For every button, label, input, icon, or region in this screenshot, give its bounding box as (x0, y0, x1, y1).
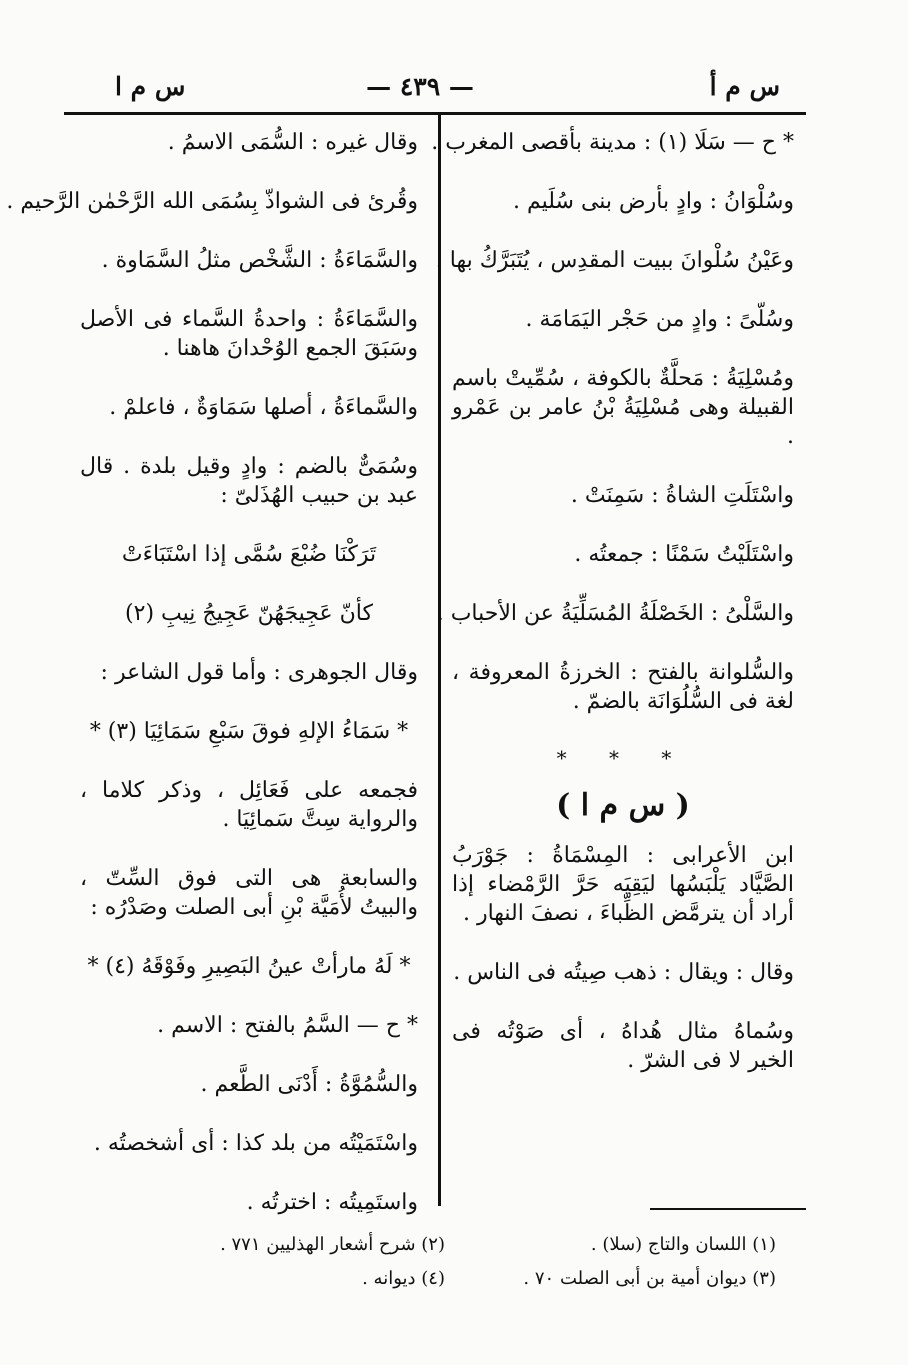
entry-line: والسابعة هى التى فوق السِّتّ ، والبيتُ لأُمَيَّة بْنِ أبى الصلت وصَدْرُه : (80, 866, 418, 920)
column-divider (438, 114, 441, 1206)
page-number: — ٤٣٩ — (366, 72, 474, 101)
section-separator: * * * (556, 746, 690, 770)
entry-line: * ح — السَّمُ بالفتح : الاسم . (157, 1013, 418, 1038)
header-root-right: س م أ (709, 72, 780, 101)
entry-line: وسُلْوَانُ : وادٍ بأرض بنى سُلَيم . (512, 189, 794, 214)
entry-line: والسَّمَاءَةُ : واحدةُ السَّماء فى الأصل وسَبَقَ الجمع الوُحْدانَ هاهنا . (80, 307, 418, 361)
verse-line: * لَهُ مارأتْ عينُ البَصِيرِ وفَوْقَهُ (٤) * (87, 954, 411, 979)
entry-line: * ح — سَلَا (١) : مدينة بأقصى المغرب . (431, 130, 794, 155)
entry-line: واسْتَلَيْتُ سَمْنًا : جمعتُه . (574, 542, 794, 567)
entry-line: وقُرئ فى الشواذّ بِسُمَى الله الرَّحْمٰن الرَّحيم . (6, 189, 418, 214)
footnote-4: (٤) ديوانه . (362, 1268, 445, 1289)
entry-line: وسُمَىٌّ بالضم : وادٍ وقيل بلدة . قال عبد بن حبيب الهُذَلىّ : (80, 454, 418, 508)
entry-line: واسْتَمَيْتُه من بلد كذا : أى أشخصتُه . (93, 1131, 418, 1156)
header-rule (64, 112, 806, 115)
entry-line: والسَّماءَةُ ، أصلها سَمَاوَةٌ ، فاعلمْ . (109, 395, 418, 420)
verse-line: كأنّ عَجِيجَهُنّ عَجِيجُ نِيبِ (٢) (125, 601, 373, 626)
left-column (6, 128, 418, 1247)
entry-line: وسُماهُ مثال هُداهُ ، أى صَوْتُه فى الخير لا فى الشرّ . (452, 1019, 794, 1073)
entry-line: وسُلّىً : وادٍ من حَجْر اليَمَامَة . (525, 307, 794, 332)
verse-line: تَرَكْنَا ضُبْعَ سُمَّى إذا اسْتَبَاءَتْ (121, 542, 377, 567)
entry-line: وقال : ويقال : ذهب صِيتُه فى الناس . (453, 960, 794, 985)
entry-line: وعَيْنُ سُلْوانَ ببيت المقدِس ، يُتَبَرَّكُ بها . (435, 248, 794, 273)
section-title: ( س م ا ) (556, 788, 690, 823)
entry-line: والسُّلوانة بالفتح : الخرزةُ المعروفة ، لغة فى السُّلُوَانَة بالضمّ . (452, 660, 794, 714)
entry-line: فجمعه على فَعَائِل ، وذكر كلاما ، والرواية سِتَّ سَمائِيَا . (80, 778, 418, 832)
footnote-3: (٣) ديوان أمية بن أبى الصلت ٧٠ . (523, 1268, 776, 1289)
footnote-1: (١) اللسان والتاج (سلا) . (590, 1234, 776, 1255)
entry-line: واستَمِيتُه : اخترتُه . (246, 1190, 418, 1215)
right-column (431, 128, 794, 1105)
entry-line: والسُّمُوَّةُ : أَدْنَى الطَّعم . (200, 1072, 418, 1097)
entry-line: وقال غيره : السُّمَى الاسمُ . (167, 130, 418, 155)
entry-line: ابن الأعرابى : المِسْمَاةُ : جَوْرَبُ الصَّيَّاد يَلْبَسُها ليَقِيَه حَرَّ الرَّمْضاء إذا أراد أن يترمَّض الظِّباءَ ، نصفَ النهار . (452, 843, 794, 926)
entry-line: والسَّمَاءَةُ : الشَّخْص مثلُ السَّمَاوة . (101, 248, 418, 273)
footnote-2: (٢) شرح أشعار الهذليين ٧٧١ . (220, 1234, 445, 1255)
entry-line: واسْتَلَتِ الشاةُ : سَمِنَتْ . (570, 483, 794, 508)
entry-line: والسَّلْىُ : الخَصْلَةُ المُسَلِّيَةُ عن الأحباب . (436, 601, 794, 626)
page-header (60, 62, 780, 108)
footnote-rule (650, 1208, 806, 1210)
verse-line: * سَمَاءُ الإلهِ فوقَ سَبْعِ سَمَائِيَا (٣) * (89, 719, 409, 744)
entry-line: وقال الجوهرى : وأما قول الشاعر : (100, 660, 418, 685)
header-root-left: س م ا (115, 72, 186, 101)
entry-line: ومُسْلِيَةُ : مَحلَّةٌ بالكوفة ، سُمِّيتْ باسم القبيلة وهى مُسْلِيَةُ بْنُ عامر بن عَمْرو . (452, 366, 794, 449)
